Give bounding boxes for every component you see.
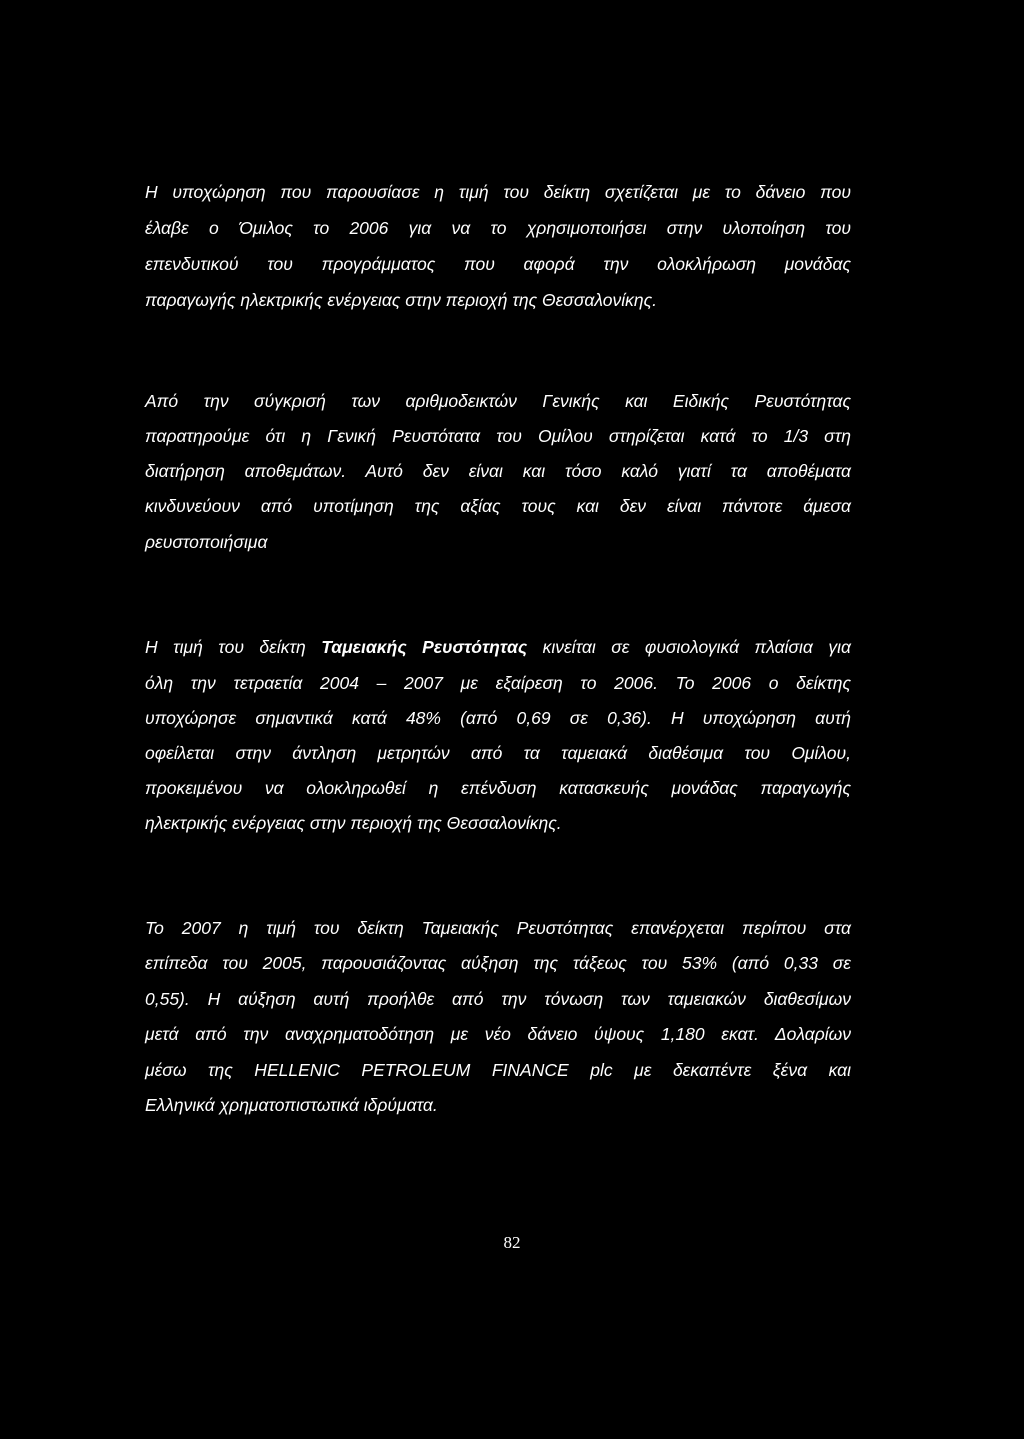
paragraph-line-suffix: κινείται σε φυσιολογικά πλαίσια για — [527, 637, 851, 657]
paragraph-line: Ελληνικά χρηματοπιστωτικά ιδρύματα. — [145, 1095, 438, 1115]
paragraph-line: προκειμένου να ολοκληρωθεί η επένδυση κατασκευής μονάδας παραγωγής — [145, 778, 851, 798]
paragraph-line: παραγωγής ηλεκτρικής ενέργειας στην περιοχή της Θεσσαλονίκης. — [145, 290, 657, 310]
paragraph-line: μέσω της HELLENIC PETROLEUM FINANCE plc με δεκαπέντε ξένα και — [145, 1060, 851, 1080]
paragraph-line: διατήρηση αποθεμάτων. Αυτό δεν είναι και τόσο καλό γιατί τα αποθέματα — [145, 461, 851, 481]
paragraph-line: όλη την τετραετία 2004 – 2007 με εξαίρεση το 2006. Το 2006 ο δείκτης — [145, 673, 851, 693]
emphasis-cash-liquidity: Ταμειακής Ρευστότητας — [321, 637, 528, 657]
paragraph-line: κινδυνεύουν από υποτίμηση της αξίας τους και δεν είναι πάντοτε άμεσα — [145, 496, 851, 516]
paragraph-line: 0,55). Η αύξηση αυτή προήλθε από την τόνωση των ταμειακών διαθεσίμων — [145, 989, 851, 1009]
paragraph-line-with-emphasis — [145, 635, 851, 659]
paragraph-line-prefix: Η τιμή του δείκτη — [145, 637, 322, 657]
paragraph-line: ηλεκτρικής ενέργειας στην περιοχή της Θεσσαλονίκης. — [145, 813, 562, 833]
paragraph-line: ρευστοποιήσιμα — [145, 532, 268, 552]
paragraph-line: μετά από την αναχρηματοδότηση με νέο δάνειο ύψους 1,180 εκατ. Δολαρίων — [145, 1024, 851, 1044]
paragraph-line: υποχώρησε σημαντικά κατά 48% (από 0,69 σε 0,36). Η υποχώρηση αυτή — [145, 708, 851, 728]
paragraph-line: παρατηρούμε ότι η Γενική Ρευστότατα του Ομίλου στηρίζεται κατά το 1/3 στη — [145, 426, 851, 446]
page-number: 82 — [503, 1233, 521, 1252]
paragraph-line: Από την σύγκρισή των αριθμοδεικτών Γενικής και Ειδικής Ρευστότητας — [145, 391, 851, 411]
paragraph-line: οφείλεται στην άντληση μετρητών από τα ταμειακά διαθέσιμα του Ομίλου, — [145, 743, 851, 763]
paragraph-line: επενδυτικού του προγράμματος που αφορά την ολοκλήρωση μονάδας — [145, 254, 851, 274]
paragraph-line: Το 2007 η τιμή του δείκτη Ταμειακής Ρευστότητας επανέρχεται περίπου στα — [145, 918, 851, 938]
paragraph-line: έλαβε ο Όμιλος το 2006 για να το χρησιμοποιήσει στην υλοποίηση του — [145, 218, 851, 238]
paragraph-line: επίπεδα του 2005, παρουσιάζοντας αύξηση της τάξεως του 53% (από 0,33 σε — [145, 953, 851, 973]
paragraph-line: Η υποχώρηση που παρουσίασε η τιμή του δείκτη σχετίζεται με το δάνειο που — [145, 182, 851, 202]
